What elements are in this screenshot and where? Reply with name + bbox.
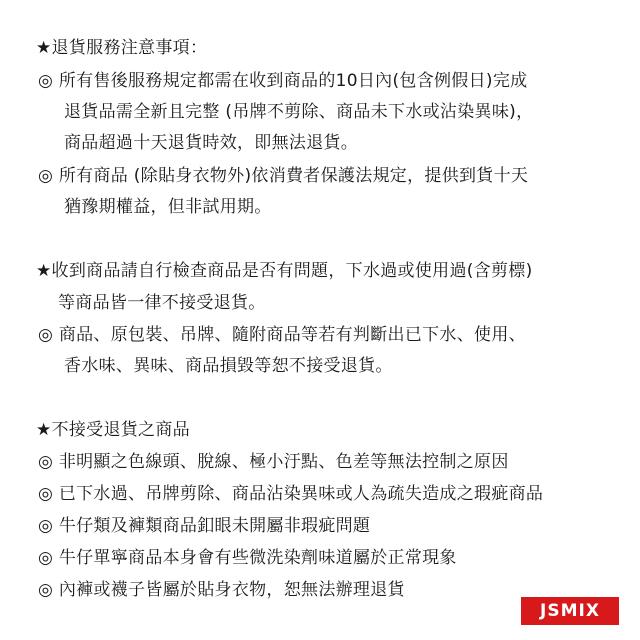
list-item: ◎ 牛仔單寧商品本身會有些微洗染劑味道屬於正常現象 (38, 548, 457, 568)
list-item: ◎ 已下水過、吊牌剪除、商品沾染異味或人為疏失造成之瑕疵商品 (38, 484, 544, 504)
section-heading-non-returnable: ★不接受退貨之商品 (36, 420, 190, 440)
notice-item-10-day-line3: 商品超過十天退貨時效，即無法退貨。 (64, 133, 359, 153)
section-heading-inspection-line2: 等商品皆一律不接受退貨。 (58, 293, 266, 313)
notice-item-10-day-line1: ◎ 所有售後服務規定都需在收到商品的10日內(包含例假日)完成 (38, 71, 528, 91)
inspection-item-line1: ◎ 商品、原包裝、吊牌、隨附商品等若有判斷出已下水、使用、 (38, 325, 526, 345)
notice-item-consumer-law-line2: 猶豫期權益，但非試用期。 (64, 197, 272, 217)
section-heading-inspection-line1: ★收到商品請自行檢查商品是否有問題，下水過或使用過(含剪標) (36, 261, 533, 281)
list-item: ◎ 牛仔類及褲類商品釦眼未開屬非瑕疵問題 (38, 516, 371, 536)
notice-item-10-day-line2: 退貨品需全新且完整 (吊牌不剪除、商品未下水或沾染異味)， (64, 102, 534, 122)
inspection-item-line2: 香水味、異味、商品損毀等恕不接受退貨。 (64, 356, 393, 376)
brand-logo: JSMIX (521, 597, 619, 625)
list-item: ◎ 內褲或襪子皆屬於貼身衣物，恕無法辦理退貨 (38, 580, 405, 600)
list-item: ◎ 非明顯之色線頭、脫線、極小汙點、色差等無法控制之原因 (38, 452, 509, 472)
section-heading-returns-notice: ★退貨服務注意事項： (36, 38, 208, 58)
notice-item-consumer-law-line1: ◎ 所有商品 (除貼身衣物外)依消費者保護法規定，提供到貨十天 (38, 166, 529, 186)
